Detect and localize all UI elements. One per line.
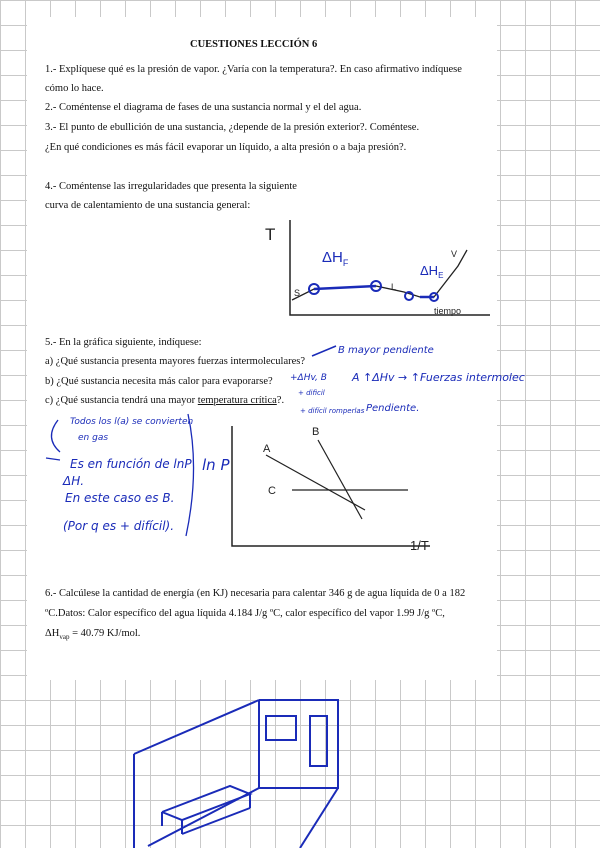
q5-a: a) ¿Qué sustancia presenta mayores fuerzas intermoleculares? [45,356,306,367]
series-b-label: B [312,426,320,438]
label-dhf: $\Delta H_F$ [322,249,349,268]
label-dhe: $\Delta H_E$ [420,263,444,280]
series-a-label: A [263,443,271,455]
q3-line2: ¿En qué condiciones es más fácil evaporar un líquido, a alta presión o a baja presión?. [45,142,407,153]
hw-left1: Todos los l(a) se convierten [70,417,194,427]
hw-b-note1: +ΔHv, B [290,373,327,383]
label-v: V [451,249,458,259]
label-l: L [391,282,397,292]
hw-left2: en gas [78,433,109,443]
q4-line2: curva de calentamiento de una sustancia general: [45,200,251,211]
hw-left6: (Por q es + difícil). [63,519,175,533]
page-title: CUESTIONES LECCIÓN 6 [190,39,318,50]
hw-b-answer: A ↑ΔHv → ↑Fuerzas intermolec [352,371,525,384]
hw-left5: En este caso es B. [65,491,175,505]
q6-line1: 6.- Calcúlese la cantidad de energía (en KJ) necesaria para calentar 346 g de agua líquida de 0 a 182 [45,588,466,599]
q4-line1: 4.- Coméntense las irregularidades que presenta la siguiente [45,181,297,192]
q6-line2: ºC.Datos: Calor específico del agua líquida 4.184 J/g ºC, calor específico del vapor 1.99 J/g ºC, [45,608,445,619]
q5-c: c) ¿Qué sustancia tendrá una mayor temperatura crítica?. [45,395,285,406]
label-s: S [294,288,301,298]
heating-y-label: T [265,225,276,244]
q6-line3: $\Delta H_{vap} = 40.79$ KJ/mol. [45,628,141,642]
hw-lnp: ln P [202,456,230,474]
hw-b-note3: + difícil romperlas [300,407,365,415]
hw-pendiente: Pendiente. [366,403,420,414]
q3-line1: 3.- El punto de ebullición de una sustancia, ¿depende de la presión exterior?. Coméntese. [45,122,420,133]
vp-x-label: 1/T [410,538,429,553]
hw-b-note2: + dificil [298,389,325,397]
hw-left3: Es en función de lnP [70,457,192,471]
hw-a-answer: B mayor pendiente [338,345,434,356]
heating-x-label: tiempo [434,306,462,316]
q1-line2: cómo lo hace. [45,83,104,94]
q5-intro: 5.- En la gráfica siguiente, indíquese: [45,337,202,348]
q2-text: 2.- Coméntense el diagrama de fases de una sustancia normal y el del agua. [45,102,362,113]
series-c-label: C [268,485,276,497]
q1-line1: 1.- Explíquese qué es la presión de vapor. ¿Varía con la temperatura?. En caso afirmativo indíquese [45,64,462,75]
hw-left4: ΔH. [63,474,85,488]
q5-b: b) ¿Qué sustancia necesita más calor para evaporarse? [45,376,273,387]
